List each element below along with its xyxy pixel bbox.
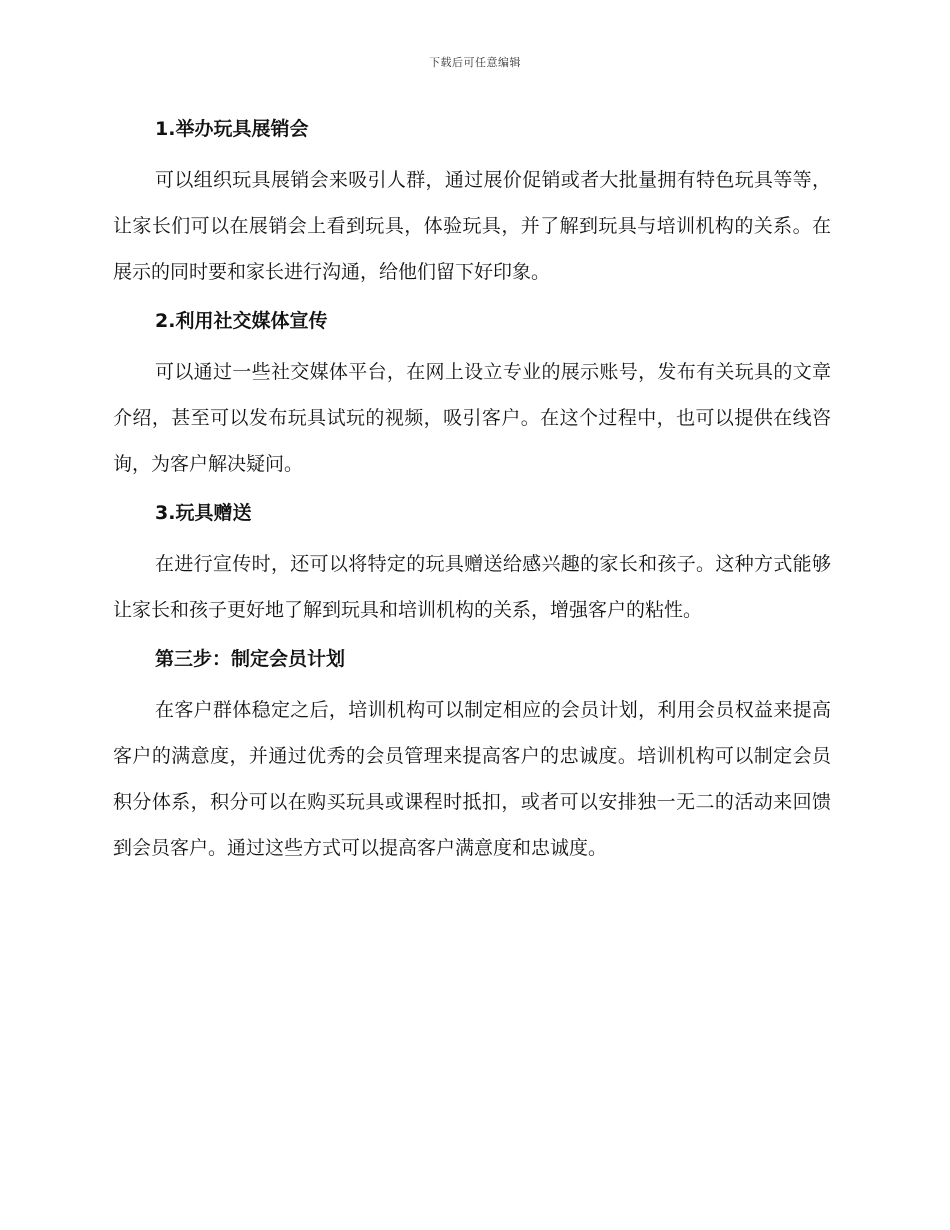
- section-paragraph-4: 在客户群体稳定之后，培训机构可以制定相应的会员计划，利用会员权益来提高客户的满意度，并通过优秀的会员管理来提高客户的忠诚度。培训机构可以制定会员积分体系，积分可以在购买玩具或课程时抵扣，或者可以安排独一无二的活动来回馈到会员客户。通过这些方式可以提高客户满意度和忠诚度。: [113, 699, 831, 859]
- section-heading-3: 3.玩具赠送: [155, 502, 252, 524]
- section-heading-4: 第三步：制定会员计划: [155, 648, 346, 670]
- document-body: [113, 113, 831, 881]
- section-paragraph-1: 可以组织玩具展销会来吸引人群，通过展价促销或者大批量拥有特色玩具等等，让家长们可以在展销会上看到玩具，体验玩具，并了解到玩具与培训机构的关系。在展示的同时要和家长进行沟通，给他们留下好印象。: [113, 169, 831, 283]
- page-header: 下载后可任意编辑: [429, 56, 521, 69]
- section-paragraph-2: 可以通过一些社交媒体平台，在网上设立专业的展示账号，发布有关玩具的文章介绍，甚至可以发布玩具试玩的视频，吸引客户。在这个过程中，也可以提供在线咨询，为客户解决疑问。: [113, 361, 831, 475]
- section-paragraph-3: 在进行宣传时，还可以将特定的玩具赠送给感兴趣的家长和孩子。这种方式能够让家长和孩子更好地了解到玩具和培训机构的关系，增强客户的粘性。: [113, 553, 831, 621]
- section-heading-1: 1.举办玩具展销会: [155, 118, 309, 140]
- section-heading-2: 2.利用社交媒体宣传: [155, 310, 328, 332]
